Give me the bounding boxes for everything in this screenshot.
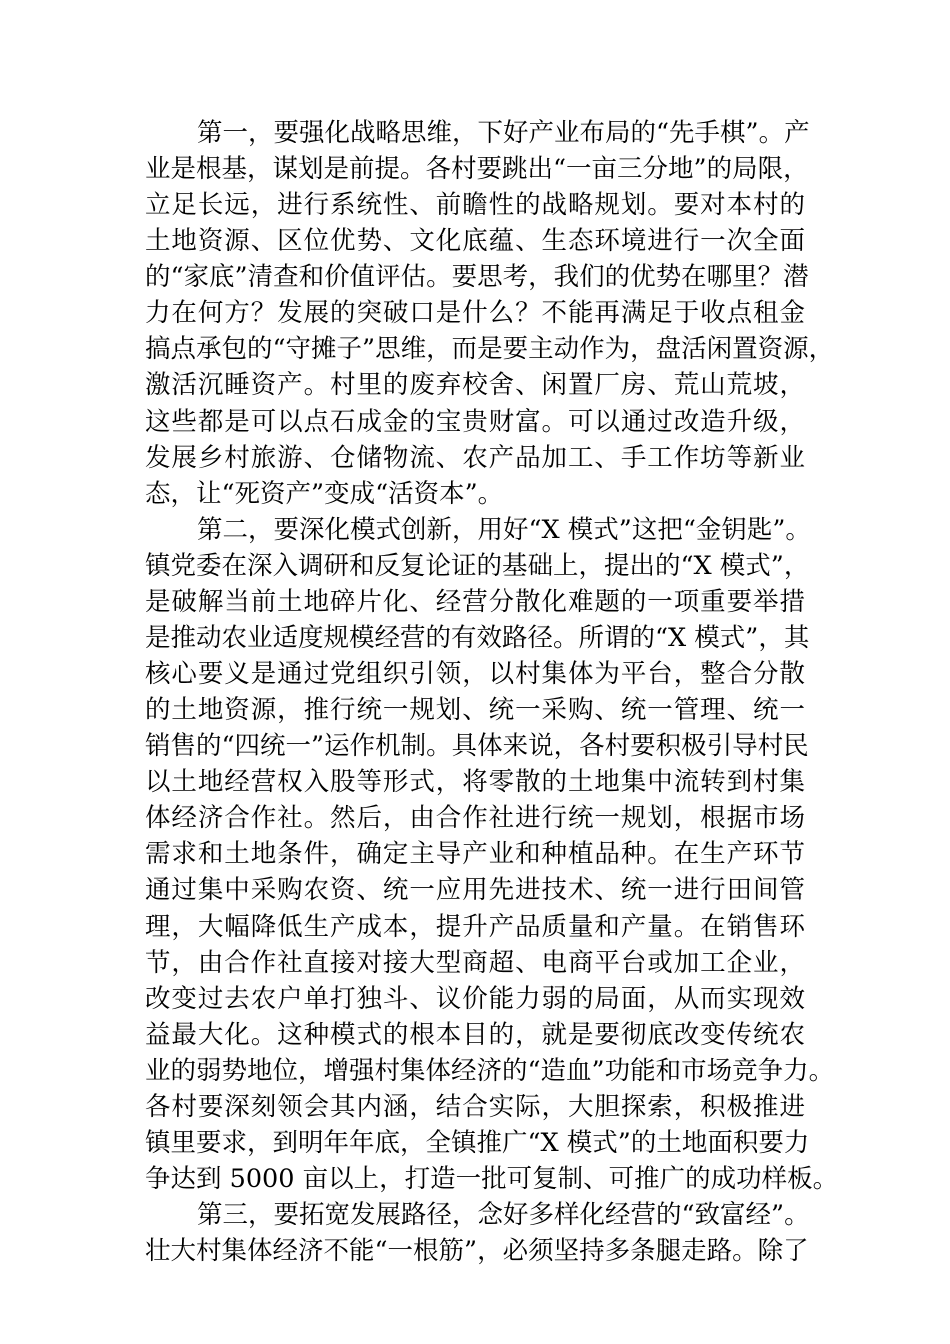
paragraph-2-line: 各村要深刻领会其内涵，结合实际，大胆探索，积极推进 — [145, 1091, 805, 1122]
paragraph-2-line: 需求和土地条件，确定主导产业和种植品种。在生产环节 — [145, 839, 805, 870]
paragraph-2-line: 镇里要求，到明年年底，全镇推广“X 模式”的土地面积要力 — [145, 1127, 810, 1158]
paragraph-2-line: 的土地资源，推行统一规划、统一采购、统一管理、统一 — [145, 695, 805, 726]
paragraph-2-line: 是推动农业适度规模经营的有效路径。所谓的“X 模式”，其 — [145, 622, 810, 653]
paragraph-1-line: 土地资源、区位优势、文化底蕴、生态环境进行一次全面 — [145, 226, 805, 257]
paragraph-2-line: 争达到 5000 亩以上，打造一批可复制、可推广的成功样板。 — [145, 1164, 839, 1195]
paragraph-1-line: 的“家底”清查和价值评估。要思考，我们的优势在哪里？潜 — [145, 262, 809, 293]
paragraph-2-line: 益最大化。这种模式的根本目的，就是要彻底改变传统农 — [145, 1019, 805, 1050]
paragraph-2-line: 是破解当前土地碎片化、经营分散化难题的一项重要举措 — [145, 586, 805, 617]
paragraph-2-line: 销售的“四统一”运作机制。具体来说，各村要积极引导村民 — [145, 731, 809, 762]
paragraph-2-line: 以土地经营权入股等形式，将零散的土地集中流转到村集 — [145, 767, 805, 798]
paragraph-1-line: 搞点承包的“守摊子”思维，而是要主动作为，盘活闲置资源， — [145, 334, 835, 365]
paragraph-2-line: 第二，要深化模式创新，用好“X 模式”这把“金钥匙”。 — [197, 514, 811, 545]
paragraph-1-line: 激活沉睡资产。村里的废弃校舍、闲置厂房、荒山荒坡， — [145, 370, 805, 401]
paragraph-2-line: 通过集中采购农资、统一应用先进技术、统一进行田间管 — [145, 875, 805, 906]
paragraph-2-line: 镇党委在深入调研和反复论证的基础上，提出的“X 模式”， — [145, 550, 810, 581]
paragraph-2-line: 业的弱势地位，增强村集体经济的“造血”功能和市场竞争力。 — [145, 1055, 835, 1086]
paragraph-1-line: 业是根基，谋划是前提。各村要跳出“一亩三分地”的局限， — [145, 154, 809, 185]
paragraph-3-line: 壮大村集体经济不能“一根筋”，必须坚持多条腿走路。除了 — [145, 1236, 809, 1267]
paragraph-1-line: 力在何方？发展的突破口是什么？不能再满足于收点租金 — [145, 298, 805, 329]
paragraph-1-line: 态，让“死资产”变成“活资本”。 — [145, 478, 504, 509]
paragraph-2-line: 改变过去农户单打独斗、议价能力弱的局面，从而实现效 — [145, 983, 805, 1014]
paragraph-1-line: 发展乡村旅游、仓储物流、农产品加工、手工作坊等新业 — [145, 442, 805, 473]
paragraph-1-line: 立足长远，进行系统性、前瞻性的战略规划。要对本村的 — [145, 190, 805, 221]
paragraph-1-line: 第一，要强化战略思维，下好产业布局的“先手棋”。产 — [197, 118, 810, 148]
paragraph-2-line: 体经济合作社。然后，由合作社进行统一规划，根据市场 — [145, 803, 805, 834]
paragraph-1-line: 这些都是可以点石成金的宝贵财富。可以通过改造升级， — [145, 406, 805, 437]
paragraph-2-line: 理，大幅降低生产成本，提升产品质量和产量。在销售环 — [145, 911, 805, 942]
paragraph-3-line: 第三，要拓宽发展路径，念好多样化经营的“致富经”。 — [197, 1200, 810, 1231]
paragraph-2-line: 核心要义是通过党组织引领，以村集体为平台，整合分散 — [145, 659, 805, 690]
paragraph-2-line: 节，由合作社直接对接大型商超、电商平台或加工企业， — [145, 947, 805, 978]
